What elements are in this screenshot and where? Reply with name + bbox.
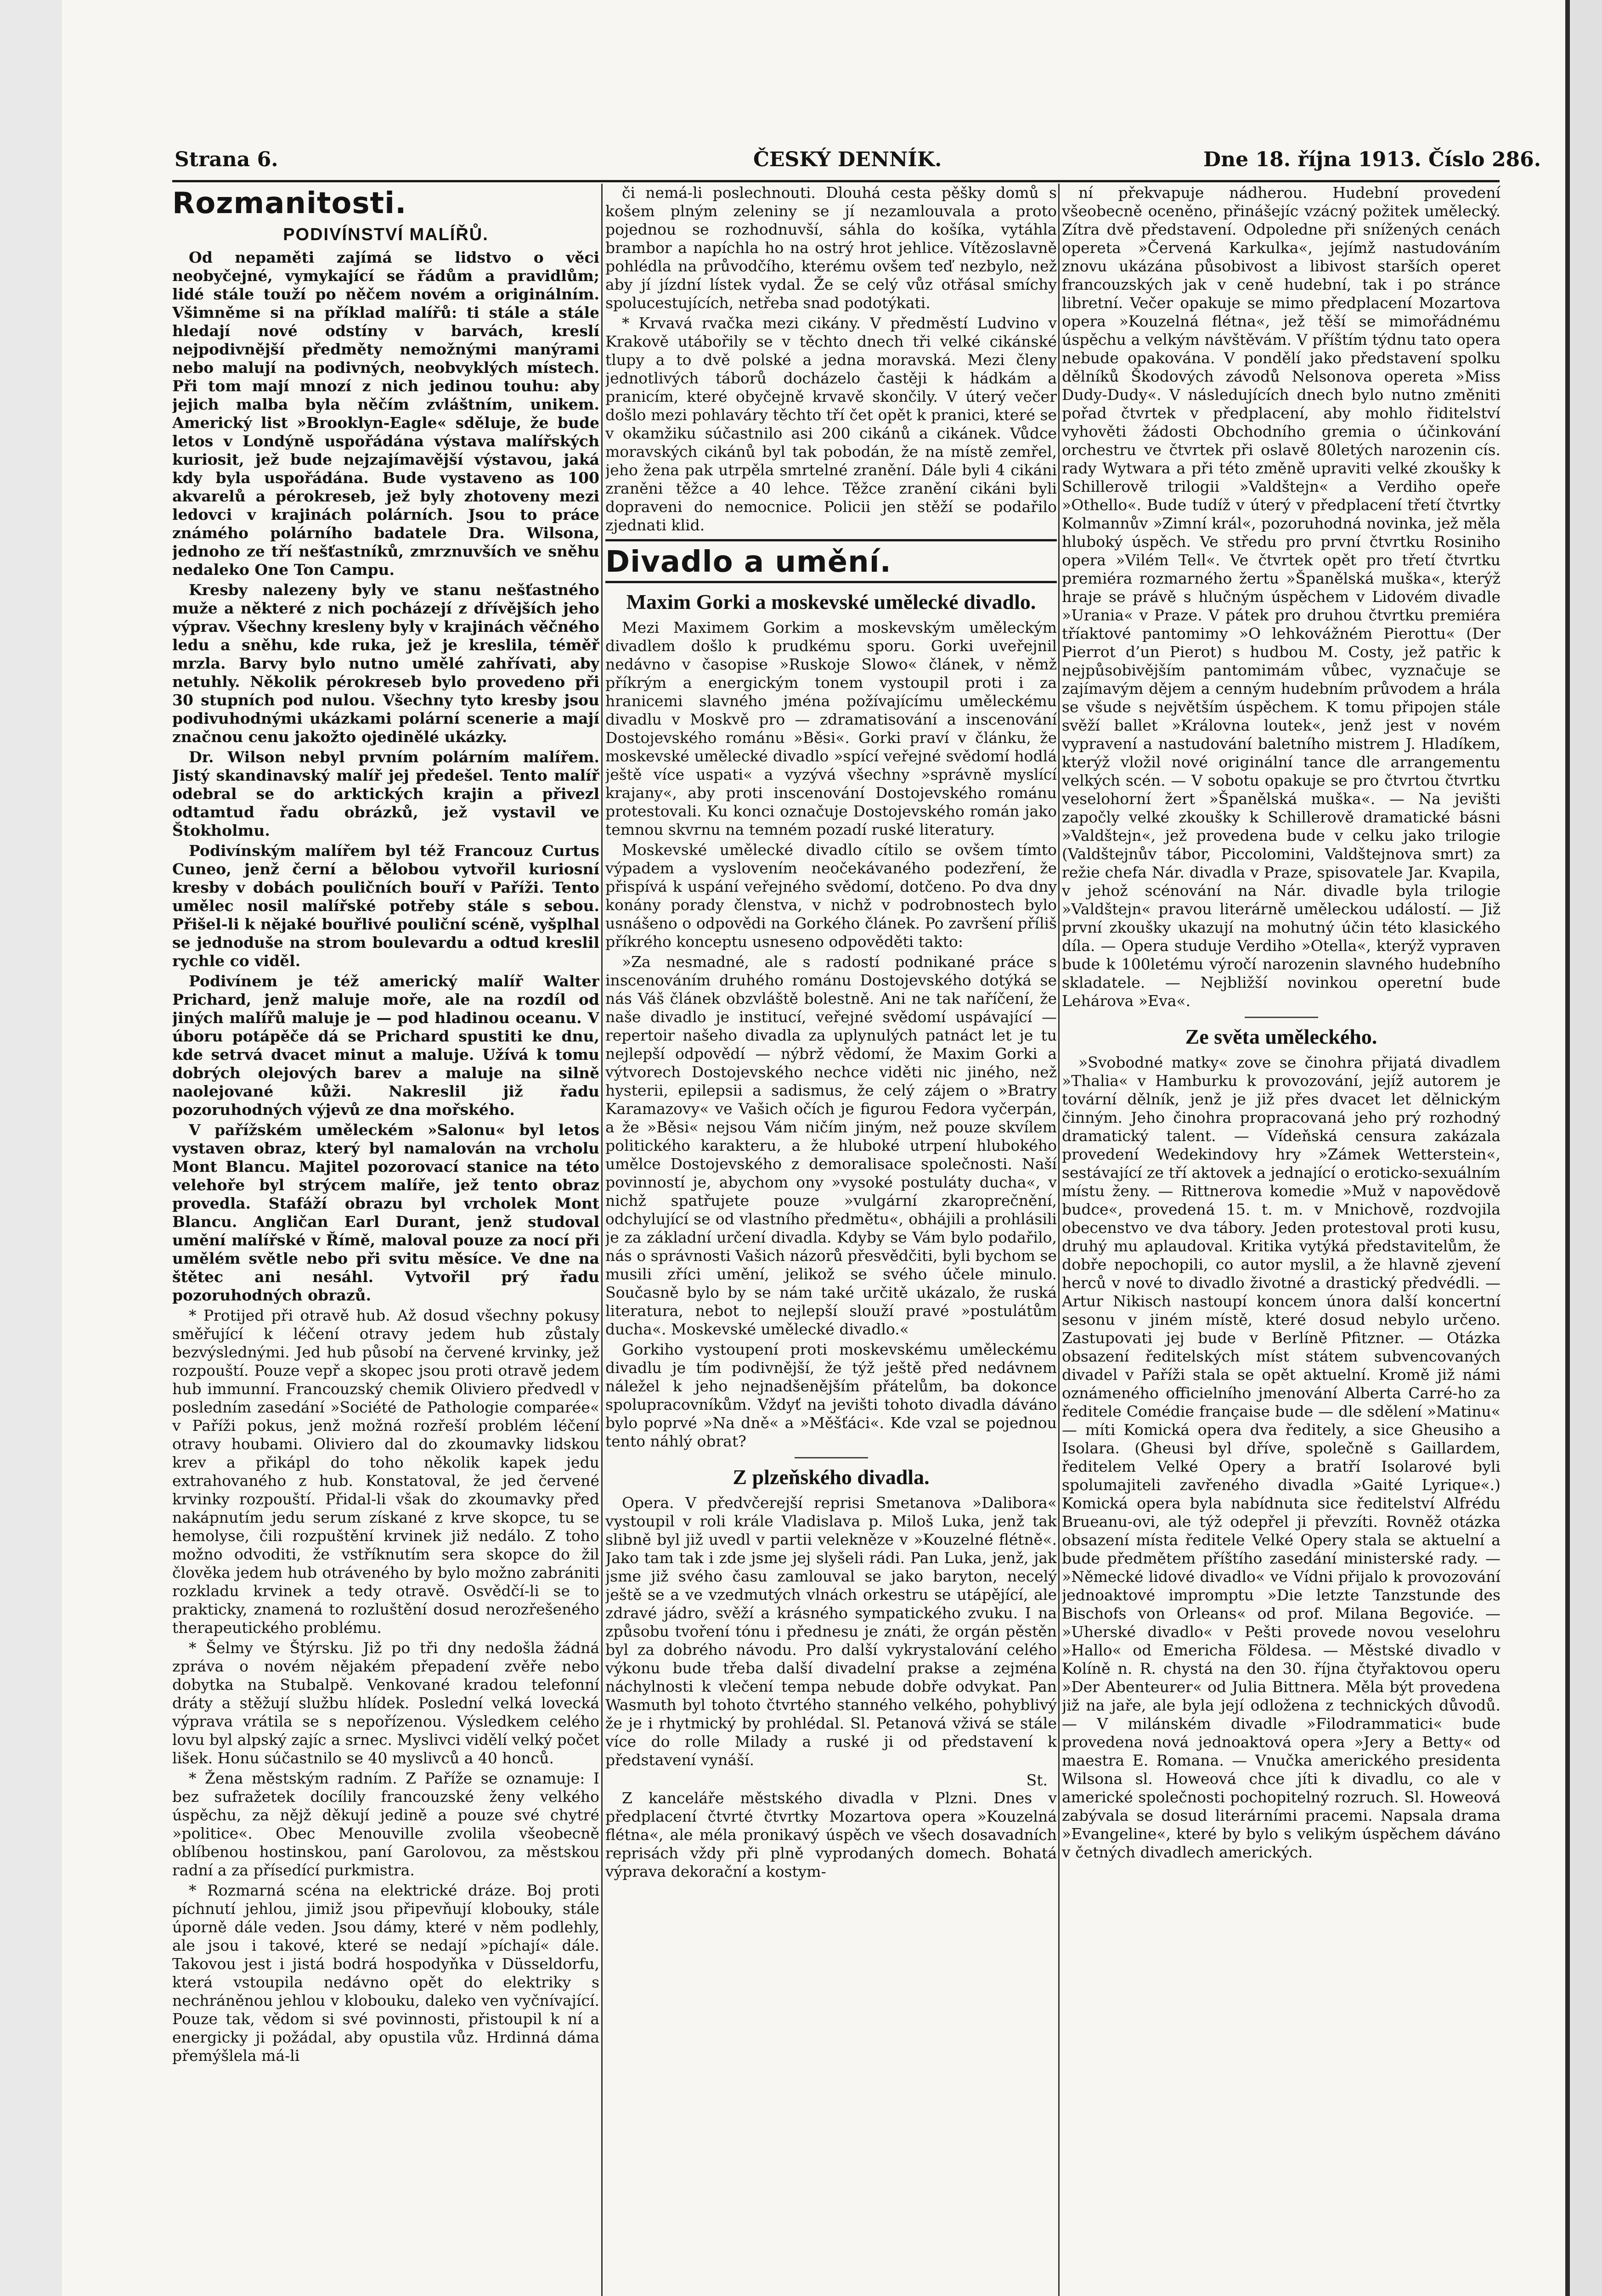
column-2	[605, 184, 1057, 2296]
page-number: Strana 6.	[175, 148, 278, 171]
article-paragraph: Od nepaměti zajímá se lidstvo o věci neobyčejné, vymykající se řádům a pravidlům; lidé stále touží po něčem novém a originálním. Všimněme si na příklad malířů: ti stále a stále hledají nové odstíny v barvách, kreslí nejpodivnější předměty nemožnými manýrami nebo malují na podivných, neobvyklých místech. Při tom mají mnozí z nich jedinou touhu: aby jejich malba byla něčím zvláštním, unikem. Americký list »Brooklyn-Eagle« sděluje, že bude letos v Londýně uspořádána výstava malířských kuriosit, jež bude nejzajímavější výstavou, jaká kdy byla uspořádána. Bude vystaveno as 100 akvarelů a pérokreseb, jež byly zhotoveny mezi ledovci v krajinách polárních. Jsou to práce známého polárního badatele Dra. Wilsona, jednoho ze tří nešťastníků, zmrznuvších ve sněhu nedaleko One Ton Campu.	[172, 248, 599, 579]
scan-border-right	[1570, 0, 1602, 2296]
article-title: Z plzeňského divadla.	[733, 1465, 930, 1489]
article-paragraph: Mezi Maximem Gorkim a moskevským uměleckým divadlem došlo k prudkému sporu. Gorki uveřejnil nedávno v časopise »Ruskoje Slowo« článek, v němž příkrým a energickým tonem vystoupil proti i za hranicemi slavného jména požívajícímu uměleckému divadlu v Moskvě pro — zdramatisování a inscenování Dostojevského románu »Běsi«. Gorki praví v článku, že moskevské umělecké divadlo »spící veřejné svědomí hodlá ještě více uspati« a vyzývá všechny »správně myslící krajany«, aby proti inscenování Dostojevského románu protestovali. Ku konci označuje Dostojevského román jako temnou skvrnu na temném pozadí ruské literatury.	[605, 619, 1057, 838]
article-title: PODIVÍNSTVÍ MALÍŘŮ.	[283, 225, 489, 244]
news-item: * Rozmarná scéna na elektrické dráze. Boj proti píchnutí jehlou, jimiž jsou připevňují klobouky, stále úporně dále veden. Jsou dámy, které v něm podlehly, ale jsou i takové, které se nedají »píchají« dále. Takovou jest i jistá bodrá hospodyňka v Düsseldorfu, která vstoupila nedávno opět do elektriky s nechráněnou jehlou v klobouku, daleko ven vyčnívající. Pouze tak, vědom si své povinnosti, přistoupil k ní a energicky ji požádal, aby opustila vůz. Hrdinná dáma přemýšlela má-li	[172, 1881, 599, 2065]
news-item: či nemá-li poslechnouti. Dlouhá cesta pěšky domů s košem plným zeleniny se jí nezamlouvala a proto pojednou se rozhodnuvší, sáhla do košíka, vytáhla brambor a napíchla ho na ostrý hrot jehlice. Vítězoslavně pohlédla na průvodčího, kterému ovšem teď nezbylo, než aby jí jízdní lístek vydal. Že se celý vůz otřásal smíchy spolucestujících, netřeba snad podotýkati.	[605, 184, 1057, 312]
article-paragraph: Dr. Wilson nebyl prvním polárním malířem. Jistý skandinavský malíř jej předešel. Tento malíř odebral se do arktických krajin a přivezl odtamtud řadu obrázků, jež vystavil ve Štokholmu.	[172, 748, 599, 839]
issue-date: Dne 18. října 1913. Číslo 286.	[1203, 148, 1541, 171]
article-paragraph: Podivínským malířem byl též Francouz Curtus Cuneo, jenž černí a bělobou vytvořil kuriosní kresby v dobách pouličních bouří v Paříži. Tento umělec nosil malířské potřeby stále s sebou. Přišel-li k nějaké bouřlivé pouliční scéně, vyšplhal se jednoduše na strom boulevardu a odtud kreslil rychle co viděl.	[172, 842, 599, 970]
news-item: * Šelmy ve Štýrsku. Již po tři dny nedošla žádná zpráva o novém nějakém přepadení zvěře nebo dobytka na Stubalpě. Venkované kradou telefonní dráty a stěžují službu hlídek. Poslední velká lovecká výprava vrátila se s nepořízenou. Výsledkem celého lovu byl alpský zajíc a srnec. Myslivci vidělí velký počet lišek. Honu súčastnilo se 40 myslivců a 40 honců.	[172, 1639, 599, 1767]
column-rule	[1058, 184, 1060, 2296]
header-rule	[172, 180, 1500, 182]
column-3	[1062, 184, 1500, 2296]
news-item: * Protijed při otravě hub. Až dosud všechny pokusy směřující k léčení otravy jedem hub zůstaly bezvýslednými. Jed hub působí na červené krvinky, jež rozpouští. Pouze vepř a skopec jsou proti otravě jedem hub immunní. Francouzský chemik Oliviero předvedl v posledním zasedání »Société de Pathologie comparée« v Paříži pokus, jenž možná rozřeší problém léčení otravy houbami. Oliviero dal do zkoumavky lidskou krev a přikápl do toho několik kapek jedu extrahovaného z hub. Konstatoval, že jed červené krvinky rozpouští. Přidal-li však do zkoumavky před nakápnutím jedu serum získané z krve skopce, tu se hemolyse, čili rozpuštění krvinek již nedálo. Z toho možno odvoditi, že vstříknutím sera skopce do žil člověka jedem hub otráveného by bylo možno zabrániti rozkladu krvinek a tedy otravě. Osvědčí-li se to prakticky, znamená to rozluštění dosud nerozřešeného therapeutického problému.	[172, 1306, 599, 1637]
article-paragraph: »Svobodné matky« zove se činohra přijatá divadlem »Thalia« v Hamburku k provozování, jejíž autorem je tovární dělník, jenž je již přes dvacet let dělnickým činným. Jeho činohra propracovaná jeho prý rozhodný dramatický talent. — Vídeňská censura zakázala provedení Wedekindovy hry »Zámek Wetterstein«, sestávající ze tří aktovek a jednající o eroticko-sexuálním místu ženy. — Rittnerova komedie »Muž v napovědově budce«, provedená 15. t. m. v Mnichově, rozdvojila obecenstvo ve dva tábory. Jeden protestoval proti kusu, druhý mu aplaudoval. Kritika vytýká představitelům, že dobře nepochopili, co autor myslil, a že hlavně zjevení herců v nové to divadlo životné a drastický předvédli. — Artur Nikisch nastoupí koncem února další koncertní sesonu v jiném místě, které dosud nebylo určeno. Zastupovati jej bude v Berlíně Pfitzner. — Otázka obsazení ředitelských míst státem subvencovaných divadel v Paříži stala se opět aktuelní. Kromě již námi oznámeného officielního jmenování Alberta Carré-ho za ředitele Comédie française bude — dle sdělení »Matinu« — míti Komická opera dva ředitely, a sice Gheusiho a Isolara. (Gheusi byl dříve, společně s Gaillardem, ředitelem Velké Opery a bratří Isolarové byli spolumajiteli zavřeného divadla »Gaité Lyrique«.) Komická opera byla nabídnuta sice ředitelství Alfrédu Brueanu-ovi, ale týž odepřel ji převzíti. Rovněž otázka obsazení místa ředitele Velké Opery stala se aktuelní a bude předmětem příštího zasedání ministerské rady. — »Německé lidové divadlo« ve Vídni přijalo k provozování jednoaktové impromptu »Die letzte Tanzstunde des Bischofs von Orleans« od prof. Milana Begoviće. — »Uherské divadlo« v Pešti provede novou veselohru »Hallo« od Emericha Földesa. — Městské divadlo v Kolíně n. R. chystá na den 30. října čtyřaktovou operu »Der Abenteurer« od Julia Bittnera. Měla být provedena již na jaře, ale byla její odložena z technických důvodů. — V milánském divadle »Filodrammatici« bude provedena nová jednoaktová opera »Jery a Betty« od maestra E. Romana. — Vnučka amerického presidenta Wilsona sl. Howeová chce jíti k divadlu, co ale v americké společnosti pochopitelný rozruch. Sl. Howeová zabývala se dosud literárními pracemi. Napsala drama »Evangeline«, které by bylo s velikým úspěchem dáváno v četných divadlech amerických.	[1062, 1053, 1500, 1861]
article-paragraph: Moskevské umělecké divadlo cítilo se ovšem tímto výpadem a vyslovením neočekávaného podezření, že přispívá k uspání veřejného svědomí, dotčeno. Po dva dny konány porady členstva, v nichž v podrobnostech bylo usnášeno o odpovědi na Gorkého článek. Po završení příliš příkrého konceptu usneseno odpověděti takto:	[605, 841, 1057, 951]
article-paragraph: Podivínem je též americký malíř Walter Prichard, jenž maluje moře, ale na rozdíl od jiných malířů maluje je — pod hladinou oceanu. V úboru potápěče dá se Prichard spustiti ke dnu, kde setrvá dvacet minut a maluje. Užívá k tomu dobrých olejových barev a maluje na silně naolejované kůži. Nakreslil již řadu pozoruhodných výjevů ze dna mořského.	[172, 972, 599, 1119]
article-paragraph: Gorkiho vystoupení proti moskevskému uměleckému divadlu je tím podivnější, že týž ještě před nedávnem náležel k jeho nejnadšenějším přátelům, ba dokonce spolupracovníkům. Vždyť na jevišti tohoto divadla dáváno bylo poprvé »Na dně« a »Měšťáci«. Kde vzal se pojednou tento náhlý obrat?	[605, 1340, 1057, 1450]
news-item: * Krvavá rvačka mezi cikány. V předměstí Ludvino v Krakově utábořily se v těchto dnech tři velké cikánské tlupy a to dvě polské a jedna moravská. Mezi členy jednotlivých táborů docházelo častěji k hádkám a pranicím, které obyčejně krvavě skončily. V úterý večer došlo mezi pohlaváry těchto tří čet opět k pranici, které se v okamžiku súčastnilo asi 200 cikánů a cikánek. Vůdce moravských cikánů byl tak pobodán, že na místě zemřel, jeho žena pak utrpěla smrtelné zranění. Dále byli 4 cikáni zraněni těžce a 40 lehce. Těžce zranění cikáni byli dopraveni do nemocnice. Policii jen stěží se podařilo zjednati klid.	[605, 314, 1057, 534]
article-paragraph: ní překvapuje nádherou. Hudební provedení všeobecně oceněno, přinášejíc vzácný požitek umělecký. Zítra dvě představení. Odpoledne při snížených cenách opereta »Červená Karkulka«, jejímž nastudováním znovu ukázána působivost a libivost starších operet francouzských jak v ceně hudební, tak i po stránce libretní. Večer opakuje se mimo předplacení Mozartova opera »Kouzelná flétna«, jež těší se mimořádnému úspěchu a velkým návštěvám. V příštím týdnu tato opera nebude opakována. V pondělí jako představení spolku dělníků Škodových závodů Nelsonova opereta »Miss Dudy-Dudy«. V následujících dnech bylo nutno změniti pořad čtvrtek v předplacení, aby mohlo řiditelství vyhověti žádosti Obchodního gremia o účinkování orchestru ve čtvrtek při oslavě 80letých narozenin cís. rady Wytwara a při této změně upraviti velké zkoušky k Schillerově trilogii »Valdštejn« a Verdiho opeře »Othello«. Bude tudíž v úterý v předplacení třetí čtvrtky Kolmannův »Zimní král«, pozoruhodná novinka, jež měla hluboký úspěch. Ve středu pro první čtvrtku Rosiniho opera »Vilém Tell«. Ve čtvrtek opět pro třetí čtvrtku premiéra rozmarného žertu »Španělská muška«, kterýž hraje se právě s hlučným úspěchem v Lidovém divadle »Urania« v Praze. V pátek pro druhou čtvrtku premiéra tříaktové pantomimy »O lehkovážném Pierottu« (Der Pierrot d’un Pierot) s hudbou M. Costy, jež patřic k nejpůsobivějším pantomimám vůbec, vyznačuje se zajímavým dějem a cenným hudebním průvodem a hrála se všude s největším úspěchem. K tomu připojen stále svěží ballet »Královna loutek«, jenž jest v novém vypravení a nastudování baletního mistrem J. Hladíkem, kterýž vložil nové originální tance dle arrangementu velkých scén. — V sobotu opakuje se pro čtvrtou čtvrtku veselohorní žert »Španělská muška«. — Na jevišti započly velké zkoušky k Schillerově dramatické básni »Valdštejn«, jež provedena bude v celku jako trilogie (Valdštejnův tábor, Piccolomini, Valdštejnova smrt) za režie chefa Nár. divadla v Praze, spisovatele Jar. Kvapila, v jehož scénování na Nár. divadle byla trilogie »Valdštejn« pravou literárně uměleckou událostí. — Již první zkoušky ukazují na mohutný účin této klasického díla. — Opera studuje Verdiho »Otella«, kterýž vypraven bude k 100letému výročí narozenin slavného hudebního skladatele. — Nejbližší novinkou operetní bude Lehárova »Eva«.	[1062, 184, 1500, 1010]
masthead: ČESKÝ DENNÍK.	[753, 148, 942, 171]
article-title: Maxim Gorki a moskevské umělecké divadlo.	[626, 590, 1036, 613]
separator	[795, 1457, 868, 1458]
article-paragraph: Kresby nalezeny byly ve stanu nešťastného muže a některé z nich pocházejí z dřívějších jeho výprav. Všechny kresleny byly v krajinách věčného ledu a sněhu, kde ruka, jež je kreslila, téměř mrzla. Barvy bylo nutno umělé zahřívati, aby netuhly. Několik pérokreseb bylo provedeno při 30 stupních pod nulou. Všechny tyto kresby jsou podivuhodnými ukázkami polární scenerie a mají značnou cenu jakožto ojedinělé ukázky.	[172, 581, 599, 746]
column-1	[172, 184, 599, 2296]
article-title: Ze světa uměleckého.	[1185, 1025, 1377, 1048]
scan-border-left	[0, 0, 62, 2296]
column-rule	[601, 184, 603, 2296]
article-paragraph: Opera. V předvčerejší reprisi Smetanova »Dalibora« vystoupil v roli krále Vladislava p. Miloš Luka, jenž tak slibně byl již uvedl v partii velekněze v »Kouzelné flétně«. Jako tam tak i zde jsme jej slyšeli rádi. Pan Luka, jenž, jak jsme již svého času zamlouval se jako baryton, necelý ještě se a ve vzedmutých vlnách orkestru se utápějící, ale zdravé jádro, svěží a krásného sympatického zvuku. I na způsobu tvoření tónu i přednesu je znáti, že orgán pěstěn byl za dobrého návodu. Pro další vykrystalování celého výkonu bude třeba další divadelní prakse a zejména náchylnosti k vlečení tempa nebude dobře odvykat. Pan Wasmuth byl tohoto čtvrtého stanného velkého, pohyblivý že je i rhytmický by prohlédal. Sl. Petanová vživá se stále více do rolle Milady a ruské ji od představení k představení vynáší.	[605, 1494, 1057, 1769]
separator	[1245, 1017, 1318, 1018]
article-paragraph: »Za nesmadné, ale s radostí podnikané práce s inscenováním druhého románu Dostojevského dotýká se nás Váš článek obzvláště bolestně. Ani ne tak naříčení, že naše divadlo je institucí, veřejné svědomí uspávající — repertoir našeho divadla za uplynulých patnáct let je tu nejlepší odpovědí — nýbrž vědomí, že Maxim Gorki a výtvorech Dostojevského nechce viděti nic jiného, než hysterii, epilepsii a sadismus, že celý zájem o »Bratry Karamazovy« ve Vašich očích je figurou Fedora vyčerpán, a že »Běsi« nejsou Vám ničím jiným, než pouze skvílem politického karakteru, a že hluboké utrpení hlubokého umělce Dostojevského z demoralisace společnosti. Naší povinností je, abychom ony »vysoké postuláty ducha«, v nichž spatřujete pouze »vulgární zkaroprečnění, odchylující se od vlastního předmětu«, obhájili a prohlásili je za základní určení divadla. Kdyby se Vám bylo podařilo, nás o správnosti Vašich názorů přesvědčiti, byli bychom se musili zříci umění, jelikož se svého účele minulo. Současně bylo by se nám také určitě ukázalo, že ruská literatura, nebot to nejlepší slouží pravé »postulátům ducha«. Moskevské umělecké divadlo.«	[605, 953, 1057, 1338]
article-paragraph: Z kanceláře městského divadla v Plzni. Dnes v předplacení čtvrté čtvrtky Mozartova opera »Kouzelná flétna«, ale méla pronikavý úspěch ve všech dosavadních reprisách vždy při plně vyprodaných domech. Bohatá výprava dekorační a kostym-	[605, 1789, 1057, 1880]
section-title: Divadlo a umění.	[605, 545, 891, 579]
news-item: * Žena městským radním. Z Paříže se oznamuje: I bez sufražetek docílily francouzské ženy velkého úspěchu, za nějž děkují jedině a pouze své chytré »politice«. Obec Menouville zvolila všeobecně oblíbenou hostinskou, paní Garolovou, za městskou radní a za přísedící purkmistra.	[172, 1769, 599, 1879]
article-paragraph: V pařížském uměleckém »Salonu« byl letos vystaven obraz, který byl namalován na vrcholu Mont Blancu. Majitel pozorovací stanice na této velehoře byl strýcem malíře, jež tento obraz provedla. Stafáží obrazu byl vrcholek Mont Blancu. Angličan Earl Durant, jenž studoval umění malířské v Římě, maloval pouze za nocí při umělém světle nebo při svitu měsíce. Ve dne na štětec ani nesáhl. Vytvořil prý řadu pozoruhodných obrazů.	[172, 1121, 599, 1304]
section-title: Rozmanitosti.	[172, 186, 407, 220]
scan-edge-line	[1565, 0, 1570, 2296]
section-header-box	[605, 539, 1057, 583]
author-signature: St.	[1026, 1771, 1048, 1789]
